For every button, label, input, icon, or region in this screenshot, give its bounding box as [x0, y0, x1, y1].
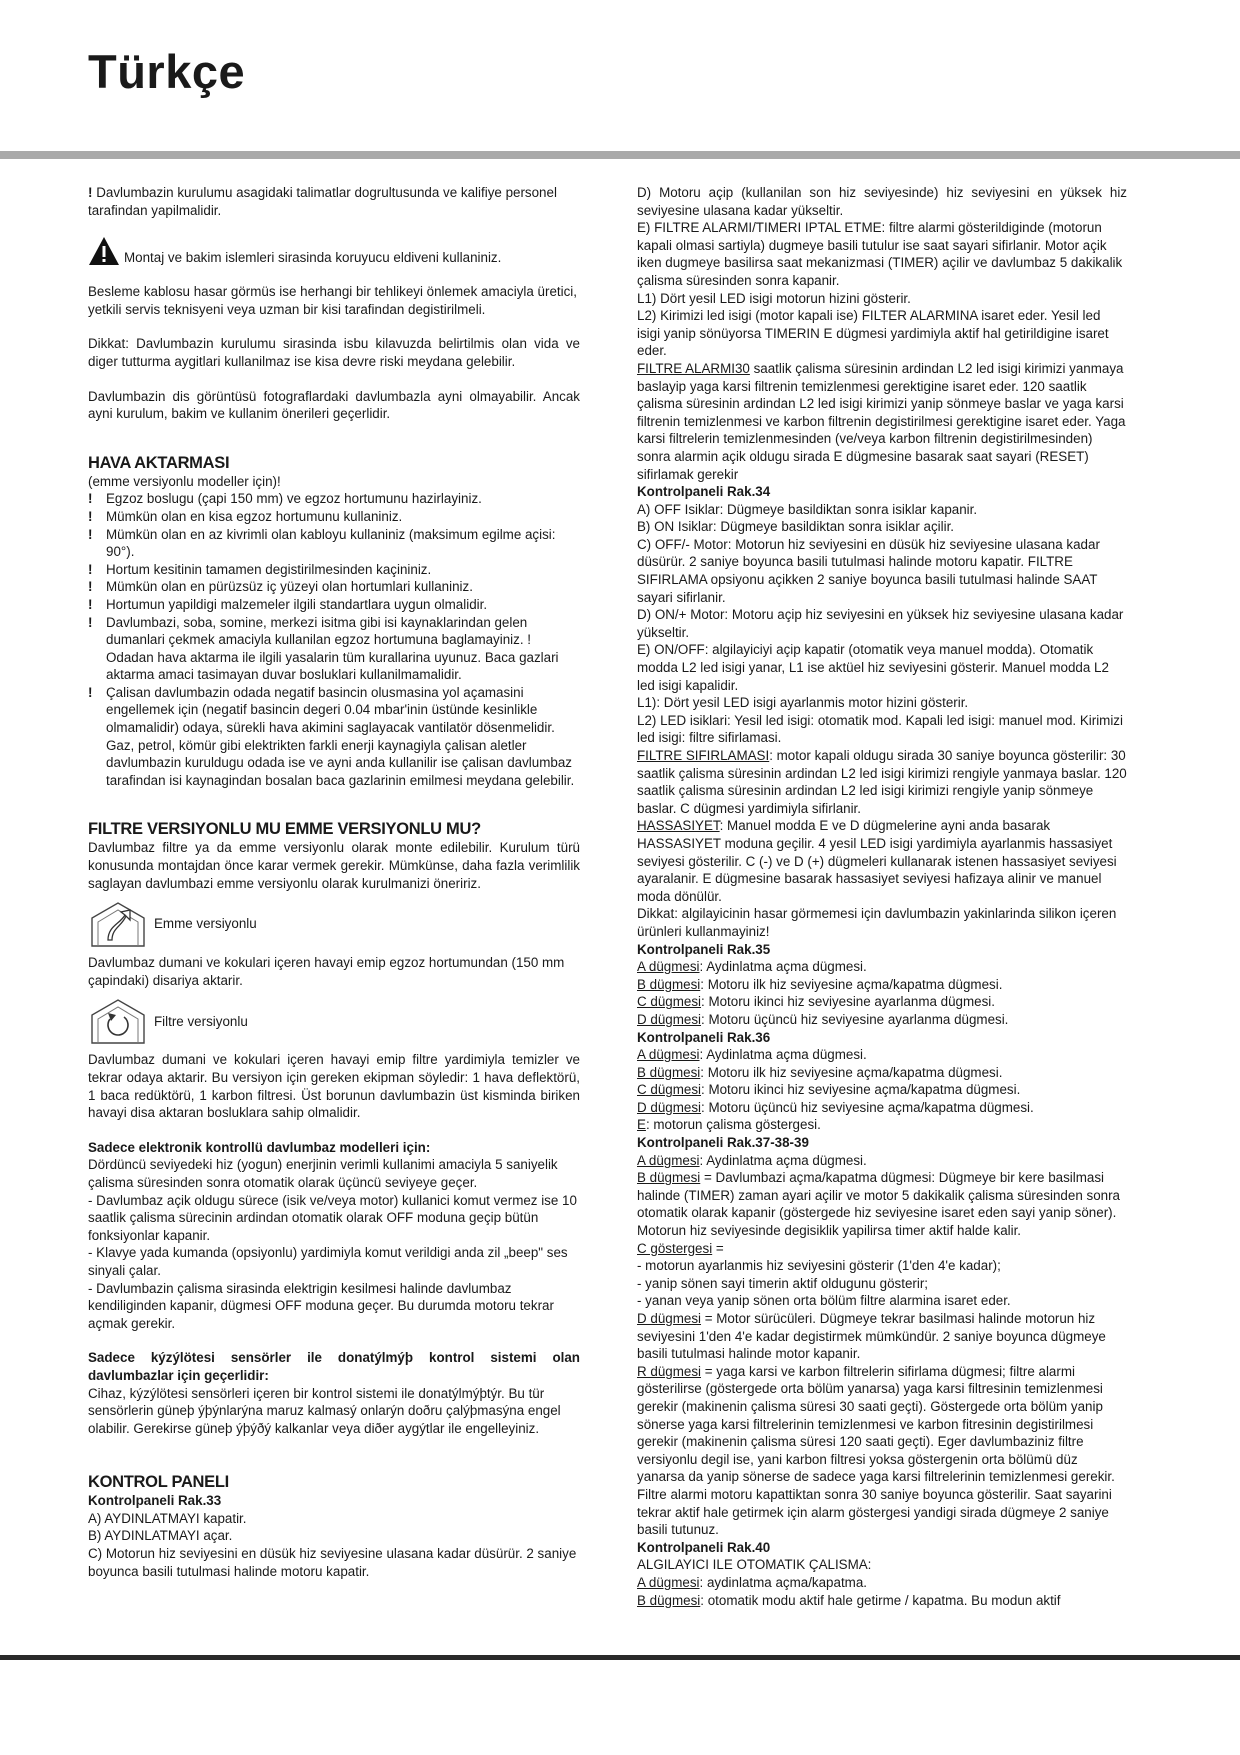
- rak34-title: Kontrolpaneli Rak.34: [637, 484, 771, 500]
- rak35-title: Kontrolpaneli Rak.35: [637, 941, 771, 957]
- rak34-line: L1): Dört yesil LED isigi ayarlanmis motor hizini gösterir.: [637, 695, 969, 711]
- hava-list: [88, 490, 580, 789]
- hava-list-item-text: Çalisan davlumbazin odada negatif basincin olusmasina yol açamasini engellemek için (negatif basincin degeri 0.04 mbar'inin üstünde kesinlikle olmamalidir) odaya, sürekli hava akimini saglayacak vantilatör dösenmelidir. Gaz, petrol, kömür gibi elektrikten farkli enerji kaynagiyla çalisan aletler davlumbazin kuruldugu odada ise ve ayni anda kullanilir ise çalisan davlumbaz tarafindan isi kaynagindan bosalan baca gazlarinin emilmesi meydana gelebilir.: [106, 684, 575, 788]
- hava-subtitle: (emme versiyonlu modeller için)!: [88, 473, 281, 489]
- r-sensitivity: HASSASIYET: Manuel modda E ve D dügmelerine ayni anda basarak HASSASIYET moduna geçilir. 4 yesil LED isigi yardimiyla ayarlanmis hassasiyet seviyesi gösterilir. C (-) ve D (+) dügmeleri kullanarak istenen hassasiyet seviyesi ayaralanir. E dügmesine basarak hassasiyet seviyesi hafizaya alinir ve manuel moda dönülür.: [637, 818, 1117, 904]
- button-description: E: motorun çalisma göstergesi.: [637, 1117, 821, 1133]
- rak34-line: D) ON/+ Motor: Motoru açip hiz seviyesini en yüksek hiz seviyesine ulasana kadar yükseltir.: [637, 607, 1124, 640]
- hava-list-item: [88, 490, 580, 508]
- rak33-list: [88, 1510, 580, 1580]
- r37-c-line: - yanip sönen sayi timerin aktif oldugunu gösterir;: [637, 1275, 929, 1291]
- appearance-paragraph: Davlumbazin dis görüntüsü fotograflardaki davlumbazla ayni olmayabilir. Ancak ayni kurulum, bakim ve kullanim önerileri geçerlidir.: [88, 388, 580, 422]
- emme-description: Davlumbaz dumani ve kokulari içeren havayi emip egzoz hortumundan (150 mm çapindaki) disariya aktarir.: [88, 955, 565, 988]
- rak34-line: E) ON/OFF: algilayiciyi açip kapatir (otomatik veya manuel modda). Otomatik modda L2 led isigi yanar, L1 ise aktüel hiz seviyesini gösterir. Manuel modda L2 led isigi kapalidir.: [637, 642, 1109, 693]
- r40-a: A dügmesi: aydinlatma açma/kapatma.: [637, 1574, 867, 1590]
- screw-warning-paragraph: Dikkat: Davlumbazin kurulumu sirasinda isbu kilavuzda belirtilmis olan vida ve diger tutturma aygitlari kullanilmaz ise kisa devre riski meydana gelebilir.: [88, 336, 580, 369]
- sensor-title: Sadece kýzýlötesi sensörler ile donatýlmýþ kontrol sistemi olan davlumbazlar için geçerlidir:: [88, 1350, 580, 1383]
- button-description: B dügmesi: Motoru ilk hiz seviyesine açma/kapatma dügmesi.: [637, 976, 1003, 992]
- warning-triangle-icon: [88, 236, 120, 266]
- button-description: A dügmesi: Aydinlatma açma dügmesi.: [637, 1047, 867, 1063]
- sensor-paragraph: Cihaz, kýzýlötesi sensörleri içeren bir kontrol sistemi ile donatýlmýþtýr. Bu tür sensörlerin güneþ ýþýnlarýna maruz kalmasý onlarýn doðru çalýþmasýna engel olabilir. Gerekirse güneþ ýþýðý kalkanlar veya diðer aygýtlar ile engelleyiniz.: [88, 1385, 561, 1436]
- electronic-line: - Davlumbazin çalisma sirasinda elektrigin kesilmesi halinde davlumbaz kendiliginden kapanir, dügmesi OFF moduna geçer. Bu durumda motoru tekrar açmak gerekir.: [88, 1280, 554, 1331]
- button-description: D dügmesi: Motoru üçüncü hiz seviyesine ayarlanma dügmesi.: [637, 1011, 1009, 1027]
- hava-list-item-text: Hortumun yapildigi malzemeler ilgili standartlara uygun olmalidir.: [106, 596, 488, 612]
- button-description: C dügmesi: Motoru ikinci hiz seviyesine açma/kapatma dügmesi.: [637, 1082, 1021, 1098]
- button-description: C dügmesi: Motoru ikinci hiz seviyesine ayarlanma dügmesi.: [637, 994, 995, 1010]
- bullet-mark: !: [88, 526, 93, 542]
- footer-divider: [0, 1655, 1240, 1660]
- gloves-warning-text: Montaj ve bakim islemleri sirasinda koruyucu eldiveni kullaniniz.: [124, 249, 502, 265]
- bullet-mark: !: [88, 596, 93, 612]
- r37-r: R dügmesi = yaga karsi ve karbon filtrelerin sifirlama dügmesi; filtre alarmi gösterilirse (göstergede orta bölüm yanarsa) yaga karsi filtresinin temizlenmesi gerekir (makinenin çalisma süresi 30 saati geçti). Göstergede orta bölüm yanip sönerse yaga karsi filtrelerinin temizlenmesi ve karbon fitresinin degistirilmesi gerekir (makinenin çalisma süresi 120 saati geçti). Eger davlumbaziniz filtre versiyonlu degil ise, yani karbon filtresi yoksa göstergenin orta bölümü düz yanarsa da yanip sönerse de sadece yaga karsi filtrelerinin temizlenmesi gerekir. Filtre alarmi motoru kapattiktan sonra 30 saniye boyunca gösterilir. Saat sayarini tekrar aktif hale getirmek için alarm göstergesi yandigi sirada dügmeye 2 saniye basili tutunuz.: [637, 1363, 1115, 1538]
- electronic-title: Sadece elektronik kontrollü davlumbaz modelleri için:: [88, 1139, 431, 1155]
- electronic-line: Dördüncü seviyedeki hiz (yogun) enerjinin verimli kullanimi amaciyla 5 saniyelik çalisma süresinden sonra otomatik olarak üçüncü seviyeye geçer.: [88, 1157, 558, 1190]
- section-title-filtre: FILTRE VERSIYONLU MU EMME VERSIYONLU MU?: [88, 820, 481, 839]
- bullet-mark: !: [88, 561, 93, 577]
- hava-list-item: [88, 596, 580, 614]
- electronic-line: - Davlumbaz açik oldugu sürece (isik ve/veya motor) kullanici komut vermez ise 10 saatlik çalisma sürecinin ardindan otomatik olarak OFF moduna geçip bütün fonksiyonlar kapanir.: [88, 1192, 577, 1243]
- hava-list-item: [88, 508, 580, 526]
- right-column: [637, 184, 1127, 1609]
- hava-list-item-text: Davlumbazi, soba, somine, merkezi isitma gibi isi kaynaklarindan gelen dumanlari çekmek amaciyla kullanilan egzoz hortumuna baglamayiniz. ! Odadan hava aktarma ile ilgili yasalarin tüm kurallarina uyunuz. Baca gazlari aktarma amaci tasimayan duvar bosluklari kullanilmamalidir.: [106, 614, 559, 683]
- r37-c-line: - yanan veya yanip sönen orta bölüm filtre alarmina isaret eder.: [637, 1293, 1011, 1309]
- r-l2: L2) Kirimizi led isigi (motor kapali ise) FILTER ALARMINA isaret eder. Yesil led isigi yanip sönüyorsa TIMERIN E dügmesi yardimiyla aktif hal getirildigine isaret eder.: [637, 308, 1109, 359]
- header-divider: [0, 151, 1240, 159]
- hava-list-item: [88, 684, 580, 790]
- bullet-mark: !: [88, 579, 93, 595]
- cable-paragraph: Besleme kablosu hasar görmüs ise herhangi bir tehlikeyi önlemek amaciyla üretici, yetkili servis teknisyeni veya uzman bir kisi tarafindan degistirilmeli.: [88, 284, 577, 317]
- filtre-paragraph: Davlumbaz filtre ya da emme versiyonlu olarak monte edilebilir. Kurulum türü konusunda montajdan önce karar vermek gerekir. Mümkünse, daha fazla verimlilik saglayan davlumbazi emme versiyonlu olarak kurulmanizi öneririz.: [88, 840, 580, 891]
- rak34-line: B) ON Isiklar: Dügmeye basildiktan sonra isiklar açilir.: [637, 519, 955, 535]
- hava-list-item: [88, 578, 580, 596]
- rak34-line: L2) LED isiklari: Yesil led isigi: otomatik mod. Kapali led isigi: manuel mod. Kirimizi led isigi: filtre sifirlamasi.: [637, 712, 1123, 746]
- button-description: A dügmesi: Aydinlatma açma dügmesi.: [637, 959, 867, 975]
- r40-line: ALGILAYICI ILE OTOMATIK ÇALISMA:: [637, 1557, 872, 1573]
- hava-list-item-text: Egzoz boslugu (çapi 150 mm) ve egzoz hortumunu hazirlayiniz.: [106, 491, 482, 507]
- filtre-description: Davlumbaz dumani ve kokulari içeren havayi emip filtre yardimiyla temizler ve tekrar odaya aktarir. Bu versiyon için gereken ekipman söyledir: 1 hava deflektörü, 1 baca redüktörü, 1 karbon filtresi. Üst borunun davlumbazin üst kisminda biriken havayi disa aktaran bosluklara sahip olmalidir.: [88, 1052, 580, 1121]
- r-filter-alarm-30: FILTRE ALARMI30 saatlik çalisma süresinin ardindan L2 led isigi kirimizi yanmaya baslayip yaga karsi filtrenin temizlenmesi gerektigine isaret eder. 120 saatlik çalisma süresinin ardindan L2 led isigi kirimizi yanip sönmeye baslar ve yaga karsi filtrenin temizlenmesi ve karbon filtrenin degistirilmesi gerektigine isaret eder. Yaga karsi filtrelerin temizlenmesinden (ve/veya karbon filtrenin degistirilmesinden) sonra alarmin açik oldugu sirada E dügmesine basarak saat sayari (RESET) sifirlamak gerekir: [637, 360, 1126, 482]
- emme-label: Emme versiyonlu: [154, 916, 257, 932]
- section-title-kontrol: KONTROL PANELI: [88, 1473, 229, 1492]
- r-filter-reset: FILTRE SIFIRLAMASI: motor kapali oldugu sirada 30 saniye boyunca gösterilir: 30 saatlik çalisma süresinin ardindan L2 led isigi kirimizi rengiyle yanmaya baslar. 120 saatlik çalisma süresinin ardindan L2 led isigi kirimizi rengiyle yanip sönmeye baslar. C dügmesi yardimiyla sifirlanir.: [637, 748, 1127, 816]
- recirculation-mode-icon: [88, 997, 148, 1045]
- r-e-filter-alarm: E) FILTRE ALARMI/TIMERI IPTAL ETME: filtre alarmi gösterildiginde (motorun kapali olmasi sartiyla) dugmeye basili tutulur ise saat sayari sifirlanir. Motor açik iken dugmeye basilirsa saat mekanizmasi (TIMER) açilir ve davlumbaz 5 dakikalik çalisma süresinden sonra kapanir.: [637, 220, 1123, 288]
- emme-row: [88, 900, 580, 948]
- filtre-row: [88, 997, 580, 1045]
- rak33-line: A) AYDINLATMAYI kapatir.: [88, 1510, 247, 1526]
- r37-d: D dügmesi = Motor sürücüleri. Dügmeye tekrar basilmasi halinde motorun hiz seviyesini 1'den 4'e kadar degistirmek mümkündür. 2 saniye boyunca dügmeye basili tutulmasi halinde motor kapanir.: [637, 1311, 1106, 1362]
- page-title: Türkçe: [88, 45, 246, 98]
- filtre-label: Filtre versiyonlu: [154, 1013, 248, 1029]
- r37-c-list: [637, 1257, 1127, 1310]
- hava-list-item: [88, 526, 580, 561]
- rak36-title: Kontrolpaneli Rak.36: [637, 1029, 771, 1045]
- rak36-list: [637, 1046, 1127, 1134]
- electronic-list: [88, 1156, 580, 1332]
- r37-c-line: - motorun ayarlanmis hiz seviyesini gösterir (1'den 4'e kadar);: [637, 1258, 1001, 1274]
- rak34-list: [637, 501, 1127, 747]
- rak35-list: [637, 958, 1127, 1028]
- rak34-line: C) OFF/- Motor: Motorun hiz seviyesini en düsük hiz seviyesine ulasana kadar düsürür. 2 saniye boyunca basili tutulmasi halinde motoru kapatir. FILTRE SIFIRLAMA opsiyonu açikken 2 saniye boyunca basili tutulmasi halinde SAAT sayari sifirlanir.: [637, 536, 1100, 605]
- r-l1: L1) Dört yesil LED isigi motorun hizini gösterir.: [637, 290, 911, 306]
- rak33-line: B) AYDINLATMAYI açar.: [88, 1528, 233, 1544]
- rak33-line: C) Motorun hiz seviyesini en düsük hiz seviyesine ulasana kadar düsürür. 2 saniye boyunca basili tutulmasi halinde motoru kapatir.: [88, 1546, 577, 1579]
- intro-paragraph: ! Davlumbazin kurulumu asagidaki talimatlar dogrultusunda ve kalifiye personel tarafindan yapilmalidir.: [88, 185, 557, 218]
- left-column: [88, 184, 580, 1580]
- hava-list-item-text: Mümkün olan en pürüzsüz iç yüzeyi olan hortumlari kullaniniz.: [106, 579, 473, 595]
- bullet-mark: !: [88, 508, 93, 524]
- hava-list-item: [88, 614, 580, 684]
- r40-b: B dügmesi: otomatik modu aktif hale getirme / kapatma. Bu modun aktif: [637, 1592, 1061, 1608]
- r-caution: Dikkat: algilayicinin hasar görmemesi için davlumbazin yakinlarinda silikon içeren ürünleri kullanmayiniz!: [637, 906, 1117, 939]
- hava-list-item-text: Mümkün olan en kisa egzoz hortumunu kullaniniz.: [106, 508, 403, 524]
- bullet-mark: !: [88, 491, 93, 507]
- button-description: D dügmesi: Motoru üçüncü hiz seviyesine açma/kapatma dügmesi.: [637, 1099, 1034, 1115]
- rak37-title: Kontrolpaneli Rak.37-38-39: [637, 1135, 809, 1151]
- bullet-mark: !: [88, 684, 93, 700]
- r37-a: A dügmesi: Aydinlatma açma dügmesi.: [637, 1152, 867, 1168]
- hava-list-item: [88, 561, 580, 579]
- hava-list-item-text: Mümkün olan en az kivrimli olan kabloyu kullaniniz (maksimum egilme açisi: 90°).: [106, 526, 556, 560]
- rak33-title: Kontrolpaneli Rak.33: [88, 1493, 222, 1509]
- warning-mark: !: [88, 185, 93, 200]
- rak40-title: Kontrolpaneli Rak.40: [637, 1539, 771, 1555]
- r37-b: B dügmesi = Davlumbazi açma/kapatma dügmesi: Dügmeye bir kere basilmasi halinde (TIMER) zaman ayari açilir ve motor 5 dakikalik çalisma süresinden sonra otomatik olarak kapanir (göstergede hiz seviyesine isaret eden sayi yanip söner). Motorun hiz seviyesinde degisiklik yapilirsa timer aktif halde kalir.: [637, 1170, 1120, 1239]
- button-description: B dügmesi: Motoru ilk hiz seviyesine açma/kapatma dügmesi.: [637, 1064, 1003, 1080]
- r-d-motor: D) Motoru açip (kullanilan son hiz seviyesinde) hiz seviyesini en yüksek hiz seviyesine ulasana kadar yükseltir.: [637, 185, 1127, 218]
- bullet-mark: !: [88, 614, 93, 630]
- r37-c: C göstergesi =: [637, 1240, 724, 1256]
- rak34-line: A) OFF Isiklar: Dügmeye basildiktan sonra isiklar kapanir.: [637, 501, 978, 517]
- electronic-line: - Klavye yada kumanda (opsiyonlu) yardimiyla komut verildigi anda zil „beep" ses sinyali çalar.: [88, 1245, 568, 1278]
- exhaust-mode-icon: [88, 900, 148, 948]
- gloves-warning: [88, 236, 580, 266]
- section-title-hava: HAVA AKTARMASI: [88, 453, 230, 472]
- hava-list-item-text: Hortum kesitinin tamamen degistirilmesinden kaçininiz.: [106, 561, 432, 577]
